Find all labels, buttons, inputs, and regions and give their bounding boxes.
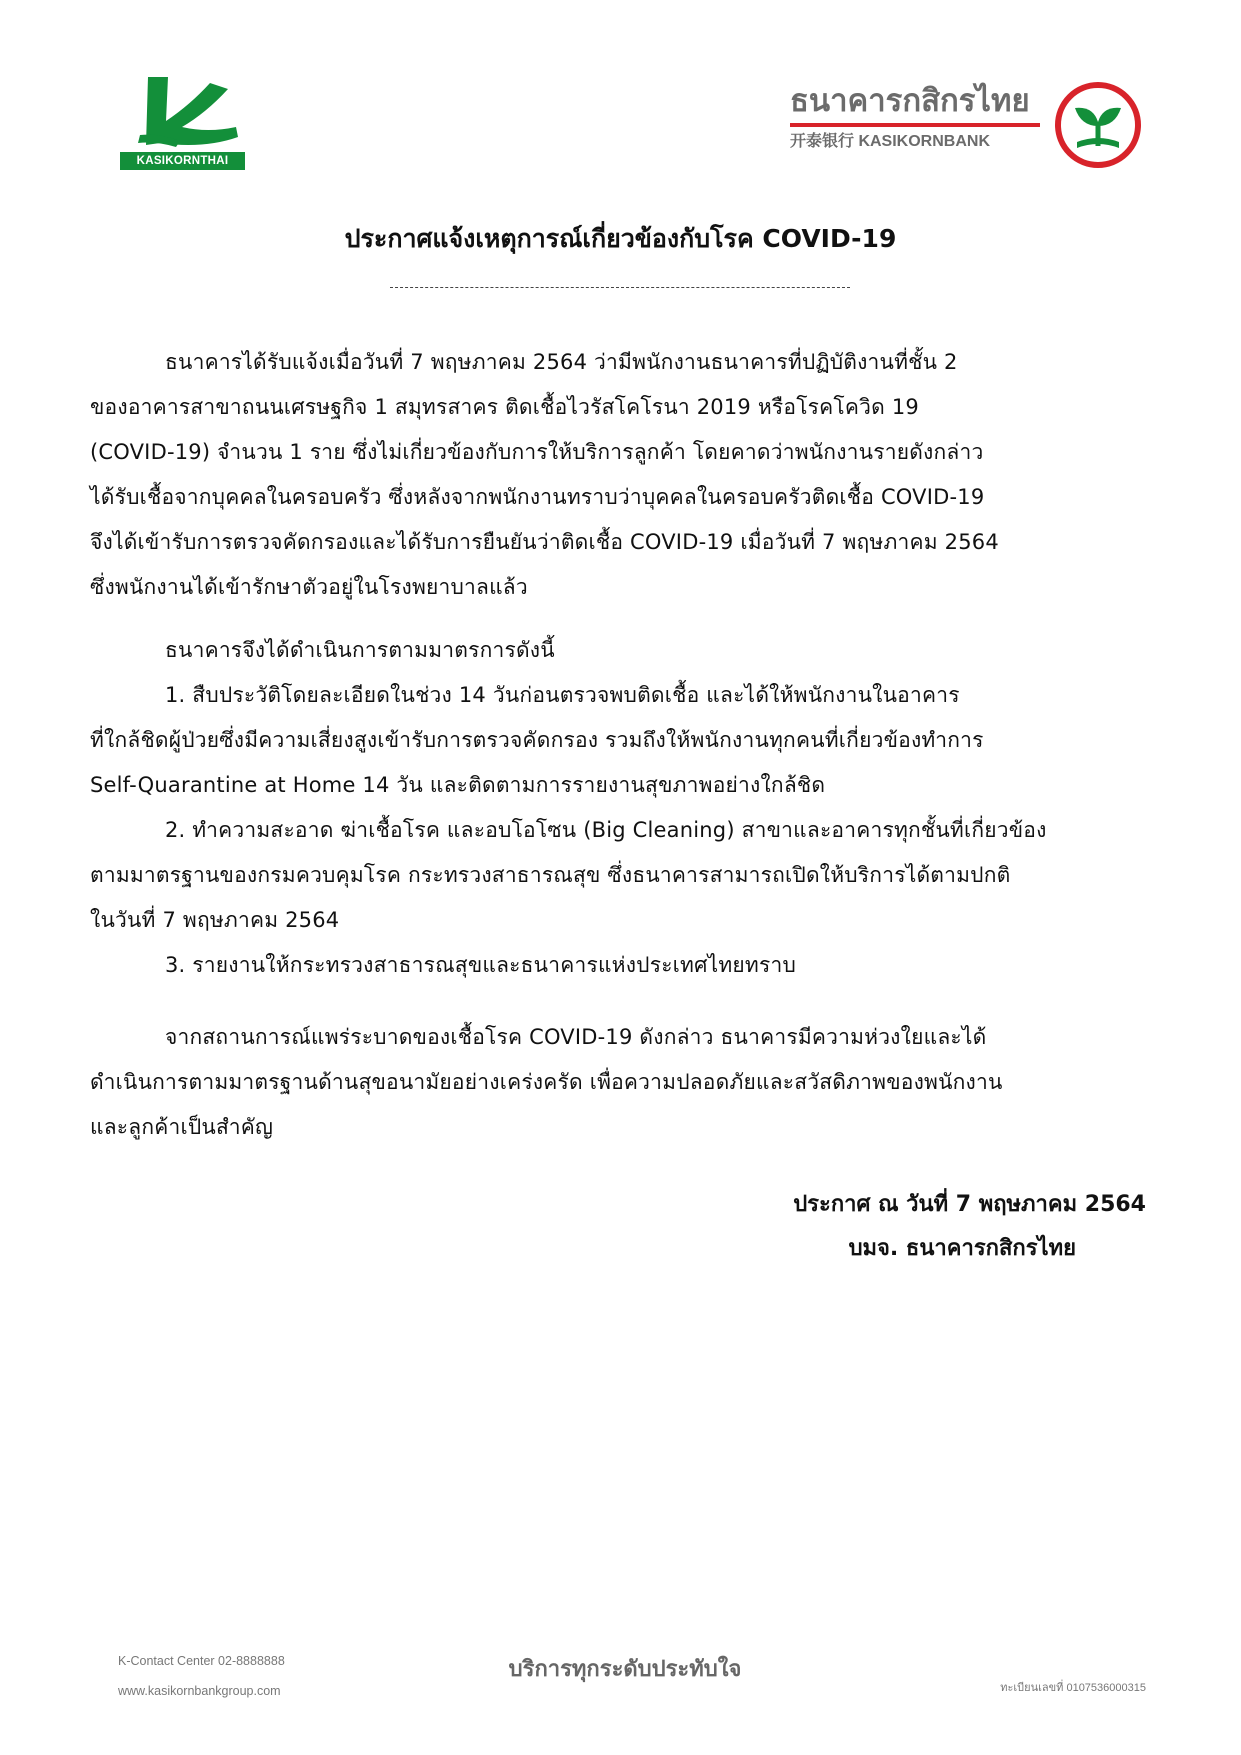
footer-contact-block [118,1646,285,1706]
measure-item-3: 3. รายงานให้กระทรวงสาธารณสุขและธนาคารแห่งประเทศไทยทราบ [165,953,796,977]
paragraph-line: ดำเนินการตามมาตรฐานด้านสุขอนามัยอย่างเคร่งครัด เพื่อความปลอดภัยและสวัสดิภาพของพนักงาน [90,1070,1003,1094]
kasikornbank-thai-wordmark: ธนาคารกสิกรไทย [790,83,1030,119]
kasikornthai-wordmark: KASIKORNTHAI [120,152,245,170]
page-title: ประกาศแจ้งเหตุการณ์เกี่ยวข้องกับโรค COVID-19 [344,224,897,253]
measures-intro: ธนาคารจึงได้ดำเนินการตามมาตรการดังนี้ [165,638,555,662]
kasikornbank-en-wordmark: 开泰银行 KASIKORNBANK [790,133,991,150]
paragraph-line: จากสถานการณ์แพร่ระบาดของเชื้อโรค COVID-19 ดังกล่าว ธนาคารมีความห่วงใยและได้ [165,1025,987,1049]
paragraph-line: และลูกค้าเป็นสำคัญ [90,1115,274,1139]
measure-item-1-line: Self-Quarantine at Home 14 วัน และติดตามการรายงานสุขภาพอย่างใกล้ชิด [90,773,826,797]
footer-website-link[interactable]: www.kasikornbankgroup.com [118,1684,281,1698]
measure-item-1-line: ที่ใกล้ชิดผู้ป่วยซึ่งมีความเสี่ยงสูงเข้ารับการตรวจคัดกรอง รวมถึงให้พนักงานทุกคนที่เกี่ยวข้องทำการ [90,728,984,752]
paragraph-line: ได้รับเชื้อจากบุคคลในครอบครัว ซึ่งหลังจากพนักงานทราบว่าบุคคลในครอบครัวติดเชื้อ COVID-19 [90,485,985,509]
measure-item-2-line: 2. ทำความสะอาด ฆ่าเชื้อโรค และอบโอโซน (Big Cleaning) สาขาและอาคารทุกชั้นที่เกี่ยวข้อง [165,818,1047,842]
paragraph-line: จึงได้เข้ารับการตรวจคัดกรองและได้รับการยืนยันว่าติดเชื้อ COVID-19 เมื่อวันที่ 7 พฤษภาคม 2564 [90,530,999,554]
paragraph-incident [90,340,1150,610]
kasikornbank-logo [790,78,1160,168]
logo-red-bar [790,123,1040,127]
paragraph-line: ธนาคารได้รับแจ้งเมื่อวันที่ 7 พฤษภาคม 2564 ว่ามีพนักงานธนาคารที่ปฏิบัติงานที่ชั้น 2 [165,350,958,374]
issuer-name: บมจ. ธนาคารกสิกรไทย [848,1236,1076,1261]
paragraph-closing [90,1015,1150,1150]
k-leaf-icon [120,75,245,155]
measure-item-2-line: ในวันที่ 7 พฤษภาคม 2564 [90,908,340,932]
paragraph-line: ของอาคารสาขาถนนเศรษฐกิจ 1 สมุทรสาคร ติดเชื้อไวรัสโคโรนา 2019 หรือโรคโควิด 19 [90,395,919,419]
footer-contact-center: K-Contact Center 02-8888888 [118,1654,285,1668]
footer-registration-number: ทะเบียนเลขที่ 0107536000315 [1000,1682,1146,1694]
paragraph-line: (COVID-19) จำนวน 1 ราย ซึ่งไม่เกี่ยวข้องกับการให้บริการลูกค้า โดยคาดว่าพนักงานรายดังกล่าว [90,440,984,464]
kasikornthai-logo [120,75,245,170]
paragraph-line: ซึ่งพนักงานได้เข้ารักษาตัวอยู่ในโรงพยาบาลแล้ว [90,575,528,599]
measure-item-1-line: 1. สืบประวัติโดยละเอียดในช่วง 14 วันก่อนตรวจพบติดเชื้อ และได้ให้พนักงานในอาคาร [165,683,960,707]
measure-item-2-line: ตามมาตรฐานของกรมควบคุมโรค กระทรวงสาธารณสุข ซึ่งธนาคารสามารถเปิดให้บริการได้ตามปกติ [90,863,1011,887]
title-divider [390,287,850,288]
measures-section [90,628,1150,988]
rice-sprout-emblem-icon [1053,80,1143,170]
announcement-date: ประกาศ ณ วันที่ 7 พฤษภาคม 2564 [793,1192,1146,1217]
footer-slogan: บริการทุกระดับประทับใจ [508,1657,742,1682]
